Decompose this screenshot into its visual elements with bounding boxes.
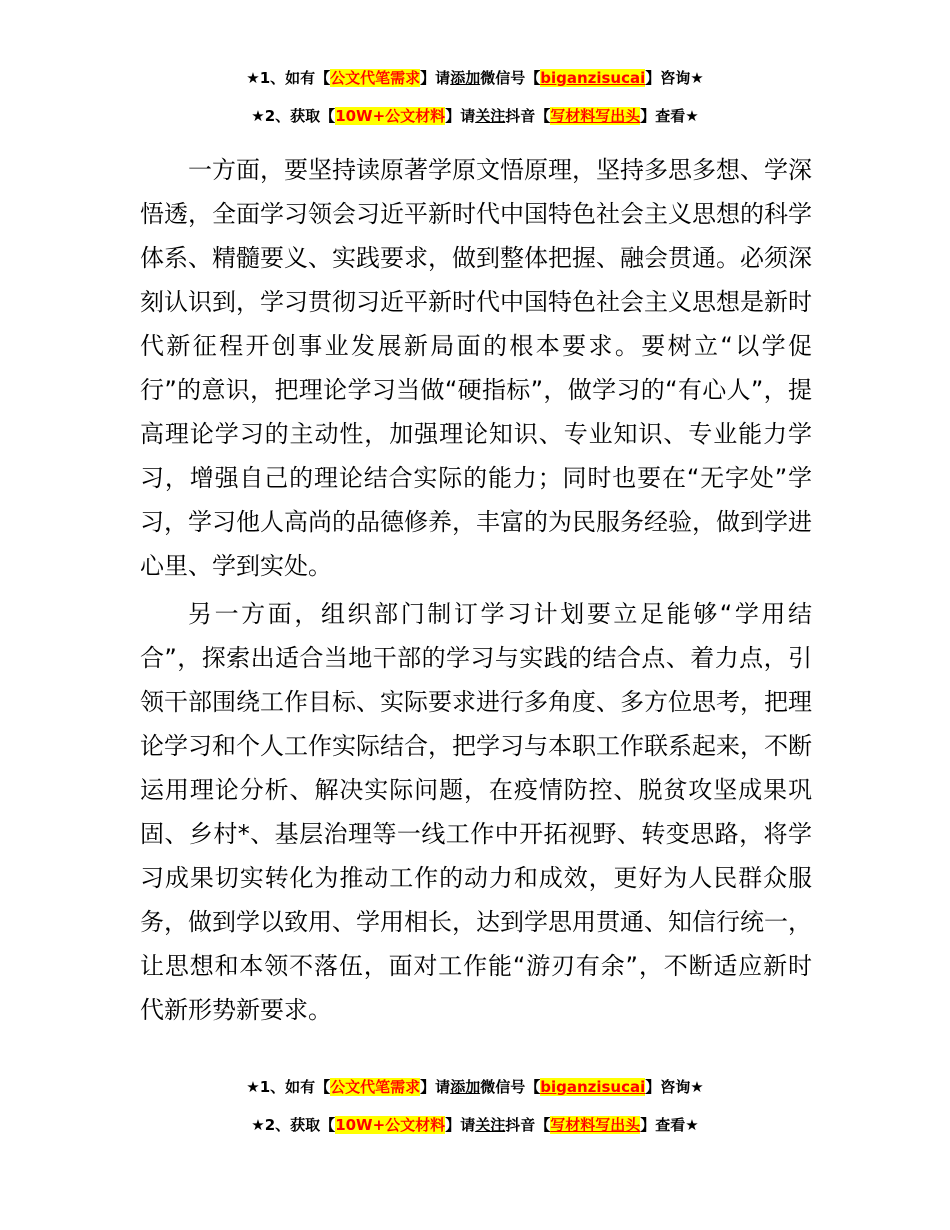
banner-underlined-text: 添加 (450, 69, 481, 87)
wechat-id-highlight: biganzisucai (540, 1078, 646, 1096)
bottom-banner-line-2 (0, 1114, 950, 1136)
banner-text: 】请 (420, 1078, 451, 1096)
bottom-banner-line-1 (0, 1076, 950, 1098)
banner-text: 微信号【 (480, 69, 541, 87)
banner-suffix: 】咨询★ (645, 69, 704, 87)
top-banner-line-2 (0, 105, 950, 127)
banner-suffix: 】咨询★ (645, 1078, 704, 1096)
banner-text: 】请 (445, 1116, 476, 1134)
wechat-id-highlight: biganzisucai (540, 69, 646, 87)
banner-text: 】请 (445, 107, 476, 125)
banner-text: 微信号【 (480, 1078, 541, 1096)
banner-underlined-text: 关注 (475, 1116, 506, 1134)
banner-underlined-text: 添加 (450, 1078, 481, 1096)
body-paragraph-1: 一方面，要坚持读原著学原文悟原理，坚持多思多想、学深悟透，全面学习领会习近平新时代中国特色社会主义思想的科学体系、精髓要义、实践要求，做到整体把握、融会贯通。必须深刻认识到，学习贯彻习近平新时代中国特色社会主义思想是新时代新征程开创事业发展新局面的根本要求。要树立“以学促行”的意识，把理论学习当做“硬指标”，做学习的“有心人”，提高理论学习的主动性，加强理论知识、专业知识、专业能力学习，增强自己的理论结合实际的能力；同时也要在“无字处”学习，学习他人高尚的品德修养，丰富的为民服务经验，做到学进心里、学到实处。 (140, 156, 812, 580)
douyin-account-highlight: 写材料写出头 (550, 107, 641, 125)
banner-prefix: ★2、获取【 (251, 1116, 336, 1134)
banner-prefix: ★2、获取【 (251, 107, 336, 125)
banner-underlined-text: 关注 (475, 107, 506, 125)
banner-text: 抖音【 (505, 107, 551, 125)
banner-text: 抖音【 (505, 1116, 551, 1134)
top-banner-line-1 (0, 67, 950, 89)
banner-suffix: 】查看★ (640, 1116, 699, 1134)
banner-suffix: 】查看★ (640, 107, 699, 125)
body-paragraph-2: 另一方面，组织部门制订学习计划要立足能够“学用结合”，探索出适合当地干部的学习与实践的结合点、着力点，引领干部围绕工作目标、实际要求进行多角度、多方位思考，把理论学习和个人工作实际结合，把学习与本职工作联系起来，不断运用理论分析、解决实际问题，在疫情防控、脱贫攻坚成果巩固、乡村*、基层治理等一线工作中开拓视野、转变思路，将学习成果切实转化为推动工作的动力和成效，更好为人民群众服务，做到学以致用、学用相长，达到学思用贯通、知信行统一，让思想和本领不落伍，面对工作能“游刃有余”，不断适应新时代新形势新要求。 (140, 600, 812, 1024)
banner-prefix: ★1、如有【 (246, 1078, 331, 1096)
douyin-account-highlight: 写材料写出头 (550, 1116, 641, 1134)
service-highlight: 公文代笔需求 (330, 69, 421, 87)
materials-highlight: 10W+公文材料 (335, 1116, 446, 1134)
banner-text: 】请 (420, 69, 451, 87)
banner-prefix: ★1、如有【 (246, 69, 331, 87)
service-highlight: 公文代笔需求 (330, 1078, 421, 1096)
materials-highlight: 10W+公文材料 (335, 107, 446, 125)
